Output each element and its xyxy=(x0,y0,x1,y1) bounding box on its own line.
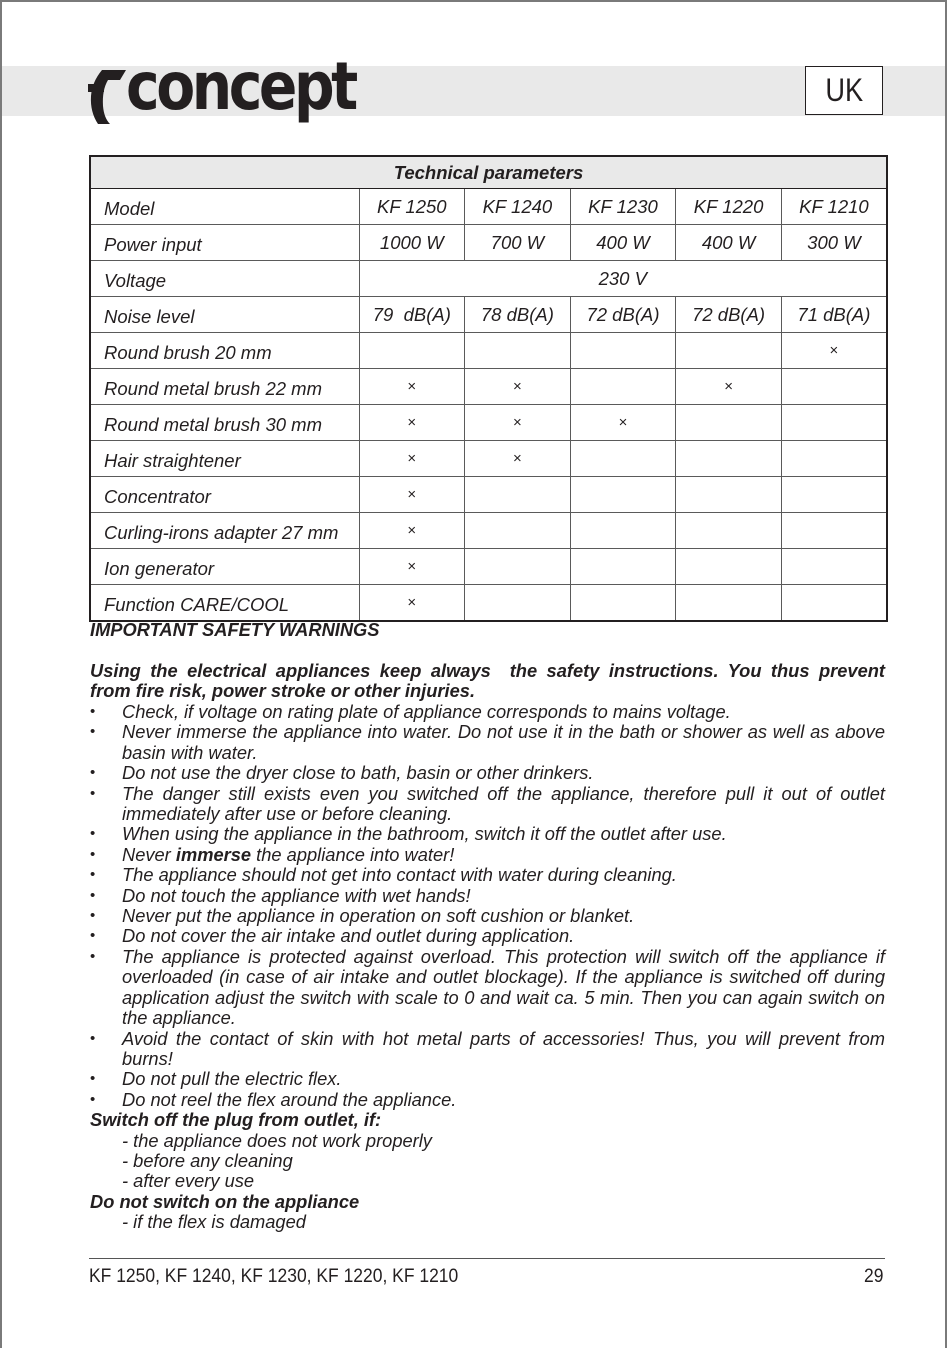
safety-bullet xyxy=(90,845,885,865)
safety-intro xyxy=(90,661,885,702)
bullet-text: When using the appliance in the bathroom, switch it off the outlet after use. xyxy=(122,823,727,845)
bullet-text: Do not use the dryer close to bath, basin or other drinkers. xyxy=(122,762,594,784)
feature-mark-cell: × xyxy=(465,441,571,477)
bullet-icon: • xyxy=(90,866,96,884)
unplug-heading: Switch off the plug from outlet, if: xyxy=(90,1109,382,1131)
safety-bullet xyxy=(90,722,885,763)
empty-cell xyxy=(676,441,782,477)
empty-cell xyxy=(570,585,676,622)
row-label: Noise level xyxy=(90,297,359,333)
bullet-icon: • xyxy=(90,886,96,904)
bullet-icon: • xyxy=(90,1090,96,1108)
model-cell: KF 1230 xyxy=(570,189,676,225)
table-row-feature xyxy=(90,513,887,549)
safety-title: IMPORTANT SAFETY WARNINGS xyxy=(90,619,380,640)
table-title: Technical parameters xyxy=(90,156,887,189)
bullet-text: Avoid the contact of skin with hot metal parts of accessories! Thus, you will prevent from burns! xyxy=(122,1027,885,1069)
technical-parameters-table xyxy=(89,155,888,622)
bullet-text: The danger still exists even you switched off the appliance, therefore pull it out of outlet immediately after use or before cleaning. xyxy=(122,782,885,825)
row-label: Round metal brush 22 mm xyxy=(90,369,359,405)
table-row-feature xyxy=(90,585,887,622)
power-cell: 700 W xyxy=(465,225,571,261)
bullet-icon: • xyxy=(90,825,96,843)
footer-divider xyxy=(89,1258,885,1259)
bullet-icon: • xyxy=(90,784,96,802)
table-row-feature xyxy=(90,441,887,477)
bullet-text: the appliance into water! xyxy=(251,843,455,865)
bullet-text: Do not pull the electric flex. xyxy=(122,1068,342,1090)
bullet-icon: • xyxy=(90,907,96,925)
bullet-text: Do not touch the appliance with wet hands! xyxy=(122,884,471,906)
bullet-emphasis: immerse xyxy=(175,843,252,865)
feature-mark-cell: × xyxy=(359,405,465,441)
power-cell: 1000 W xyxy=(359,225,465,261)
table-title-row xyxy=(90,156,887,189)
dash-item: - after every use xyxy=(122,1170,255,1192)
row-label: Round brush 20 mm xyxy=(90,333,359,369)
table-row-voltage xyxy=(90,261,887,297)
feature-mark-cell: × xyxy=(359,585,465,622)
bullet-text: The appliance is protected against overload. This protection will switch off the appliance if overloaded (in case of air intake and outlet blockage). If the appliance is switched off during application adjust the switch with scale to 0 and wait ca. 5 min. Then you can again switch on the appliance. xyxy=(122,945,885,1029)
row-label: Concentrator xyxy=(90,477,359,513)
unplug-list xyxy=(90,1131,885,1192)
row-label: Curling-irons adapter 27 mm xyxy=(90,513,359,549)
brand-name: concept xyxy=(126,48,355,125)
safety-bullet xyxy=(90,926,885,946)
table-row-model xyxy=(90,189,887,225)
table-row-feature xyxy=(90,369,887,405)
bullet-icon: • xyxy=(90,1029,96,1047)
feature-mark-cell: × xyxy=(465,369,571,405)
feature-mark-cell: × xyxy=(359,441,465,477)
noise-cell: 71 dB(A) xyxy=(781,297,887,333)
row-label: Voltage xyxy=(90,261,359,297)
row-label: Model xyxy=(90,189,359,225)
bullet-icon: • xyxy=(90,723,96,741)
table-row-power xyxy=(90,225,887,261)
dash-item: - the appliance does not work properly xyxy=(122,1129,432,1151)
bullet-icon: • xyxy=(90,1070,96,1088)
footer-models-text: KF 1250, KF 1240, KF 1230, KF 1220, KF 1210 xyxy=(89,1266,459,1287)
empty-cell xyxy=(570,369,676,405)
row-label: Power input xyxy=(90,225,359,261)
empty-cell xyxy=(465,333,571,369)
empty-cell xyxy=(465,549,571,585)
feature-mark-cell: × xyxy=(465,405,571,441)
bullet-text: Check, if voltage on rating plate of appliance corresponds to mains voltage. xyxy=(122,701,731,722)
safety-body xyxy=(90,702,885,1233)
feature-mark-cell: × xyxy=(359,369,465,405)
bullet-text: Never put the appliance in operation on soft cushion or blanket. xyxy=(122,905,635,927)
bullet-icon: • xyxy=(90,947,96,965)
noise-cell: 72 dB(A) xyxy=(676,297,782,333)
empty-cell xyxy=(570,477,676,513)
empty-cell xyxy=(781,549,887,585)
model-cell: KF 1210 xyxy=(781,189,887,225)
safety-bullet xyxy=(90,1090,885,1110)
safety-bullet xyxy=(90,865,885,885)
empty-cell xyxy=(465,513,571,549)
safety-bullet xyxy=(90,906,885,926)
row-label: Function CARE/COOL xyxy=(90,585,359,622)
bullet-text: Do not cover the air intake and outlet during application. xyxy=(122,925,575,947)
bullet-text: Never immerse the appliance into water. Do not use it in the bath or shower as well as above basin with water. xyxy=(122,721,885,763)
bullet-icon: • xyxy=(90,703,96,720)
table-row-feature xyxy=(90,405,887,441)
empty-cell xyxy=(676,585,782,622)
empty-cell xyxy=(781,405,887,441)
intro-line: from fire risk, power stroke or other injuries. xyxy=(90,680,476,702)
empty-cell xyxy=(676,513,782,549)
empty-cell xyxy=(781,369,887,405)
safety-bullet xyxy=(90,702,885,722)
feature-mark-cell: × xyxy=(359,477,465,513)
empty-cell xyxy=(570,333,676,369)
bullet-text: Never xyxy=(122,843,176,865)
dash-item: - if the flex is damaged xyxy=(122,1211,306,1233)
bullet-text: Do not reel the flex around the appliance. xyxy=(122,1088,457,1110)
no-switch-list xyxy=(90,1212,885,1232)
table-row-feature xyxy=(90,549,887,585)
voltage-cell: 230 V xyxy=(359,261,887,297)
empty-cell xyxy=(570,513,676,549)
empty-cell xyxy=(465,585,571,622)
noise-cell: 78 dB(A) xyxy=(465,297,571,333)
row-label: Hair straightener xyxy=(90,441,359,477)
empty-cell xyxy=(676,477,782,513)
safety-bullet xyxy=(90,886,885,906)
empty-cell xyxy=(781,441,887,477)
empty-cell xyxy=(676,549,782,585)
safety-bullet xyxy=(90,1069,885,1089)
logo-mark-icon xyxy=(88,68,128,124)
intro-line: Using the electrical appliances keep always the safety instructions. You thus prevent xyxy=(90,660,885,681)
model-cell: KF 1240 xyxy=(465,189,571,225)
footer-models xyxy=(89,1266,490,1288)
safety-bullet xyxy=(90,784,885,825)
no-switch-heading: Do not switch on the appliance xyxy=(90,1190,360,1212)
feature-mark-cell: × xyxy=(570,405,676,441)
row-label: Ion generator xyxy=(90,549,359,585)
dash-item: - before any cleaning xyxy=(122,1149,293,1171)
safety-bullet xyxy=(90,1029,885,1070)
empty-cell xyxy=(676,405,782,441)
power-cell: 300 W xyxy=(781,225,887,261)
empty-cell xyxy=(781,585,887,622)
table-row-feature xyxy=(90,333,887,369)
empty-cell xyxy=(781,477,887,513)
page-number xyxy=(864,1266,885,1288)
feature-mark-cell: × xyxy=(359,549,465,585)
empty-cell xyxy=(676,333,782,369)
empty-cell xyxy=(781,513,887,549)
empty-cell xyxy=(359,333,465,369)
brand-logo xyxy=(88,48,378,126)
feature-mark-cell: × xyxy=(676,369,782,405)
bullet-icon: • xyxy=(90,764,96,782)
power-cell: 400 W xyxy=(676,225,782,261)
empty-cell xyxy=(570,441,676,477)
safety-bullet xyxy=(90,947,885,1029)
model-cell: KF 1250 xyxy=(359,189,465,225)
empty-cell xyxy=(570,549,676,585)
safety-bullet xyxy=(90,824,885,844)
safety-bullet-list xyxy=(90,702,885,1110)
noise-cell: 79 dB(A) xyxy=(359,297,465,333)
feature-mark-cell: × xyxy=(359,513,465,549)
page-number-text: 29 xyxy=(863,1266,884,1287)
table-row-feature xyxy=(90,477,887,513)
country-code: UK xyxy=(825,72,863,108)
bullet-icon: • xyxy=(90,927,96,945)
empty-cell xyxy=(465,477,571,513)
model-cell: KF 1220 xyxy=(676,189,782,225)
bullet-text: The appliance should not get into contact with water during cleaning. xyxy=(122,864,677,886)
table-row-noise xyxy=(90,297,887,333)
noise-cell: 72 dB(A) xyxy=(570,297,676,333)
feature-mark-cell: × xyxy=(781,333,887,369)
bullet-icon: • xyxy=(90,845,96,863)
safety-bullet xyxy=(90,763,885,783)
country-badge xyxy=(805,66,883,115)
power-cell: 400 W xyxy=(570,225,676,261)
row-label: Round metal brush 30 mm xyxy=(90,405,359,441)
